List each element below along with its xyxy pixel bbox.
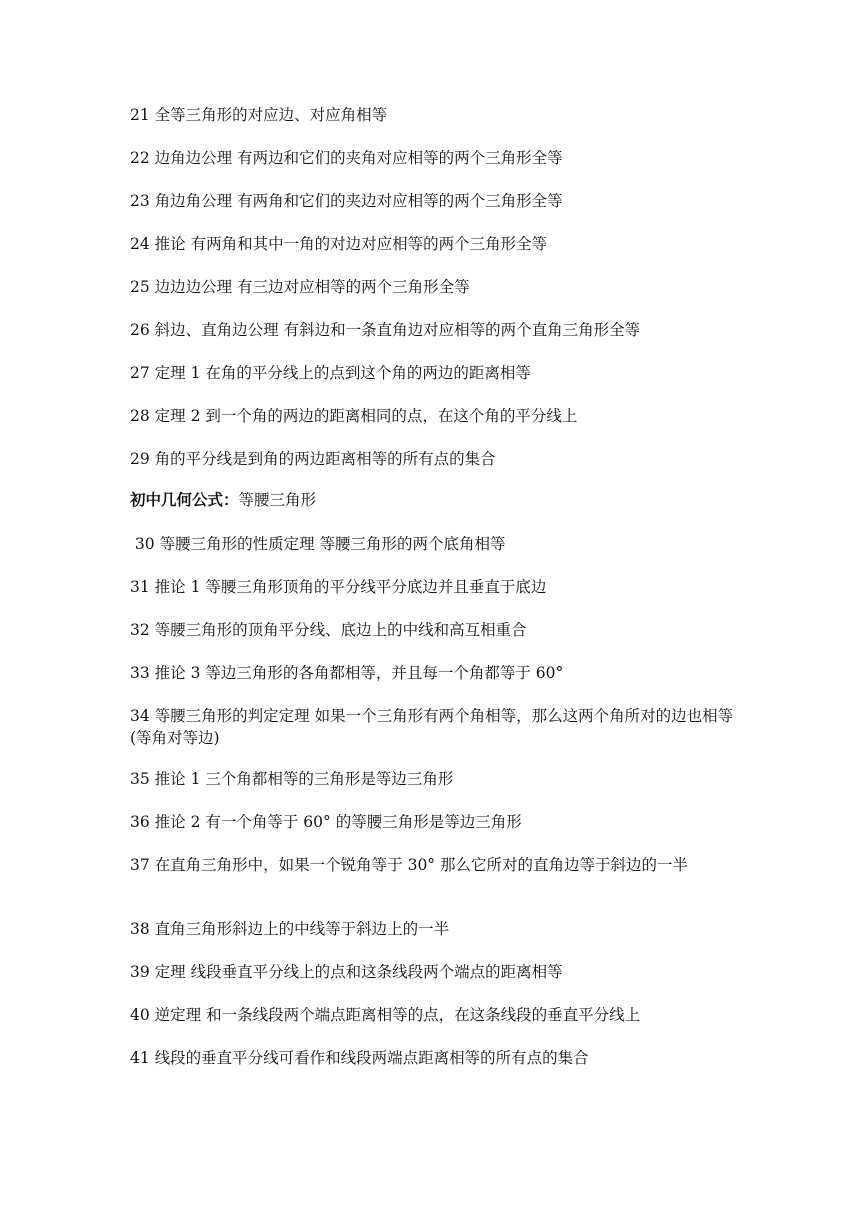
theorem-38: 38 直角三角形斜边上的中线等于斜边上的一半 [130, 920, 450, 938]
theorem-26: 26 斜边、直角边公理 有斜边和一条直角边对应相等的两个直角三角形全等 [130, 321, 641, 339]
theorem-39: 39 定理 线段垂直平分线上的点和这条线段两个端点的距离相等 [130, 963, 563, 981]
theorem-36: 36 推论 2 有一个角等于 60° 的等腰三角形是等边三角形 [130, 813, 522, 831]
theorem-27: 27 定理 1 在角的平分线上的点到这个角的两边的距离相等 [130, 364, 531, 382]
theorem-23: 23 角边角公理 有两角和它们的夹边对应相等的两个三角形全等 [130, 192, 563, 210]
theorem-30: 30 等腰三角形的性质定理 等腰三角形的两个底角相等 [130, 535, 506, 553]
theorem-28: 28 定理 2 到一个角的两边的距离相同的点，在这个角的平分线上 [130, 407, 578, 425]
section-heading-bold: 初中几何公式： [130, 490, 239, 509]
theorem-31: 31 推论 1 等腰三角形顶角的平分线平分底边并且垂直于底边 [130, 578, 547, 596]
theorem-22: 22 边角边公理 有两边和它们的夹角对应相等的两个三角形全等 [130, 149, 563, 167]
theorem-24: 24 推论 有两角和其中一角的对边对应相等的两个三角形全等 [130, 235, 548, 253]
theorem-34: 34 等腰三角形的判定定理 如果一个三角形有两个角相等，那么这两个角所对的边也相等(等角对等边) [130, 707, 734, 747]
theorem-40: 40 逆定理 和一条线段两个端点距离相等的点，在这条线段的垂直平分线上 [130, 1006, 641, 1024]
section-heading [130, 489, 740, 511]
theorem-32: 32 等腰三角形的顶角平分线、底边上的中线和高互相重合 [130, 621, 527, 639]
theorem-25: 25 边边边公理 有三边对应相等的两个三角形全等 [130, 278, 470, 296]
theorem-41: 41 线段的垂直平分线可看作和线段两端点距离相等的所有点的集合 [130, 1049, 589, 1067]
theorem-29: 29 角的平分线是到角的两边距离相等的所有点的集合 [130, 450, 496, 468]
section-heading-topic: 等腰三角形 [238, 491, 317, 509]
theorem-21: 21 全等三角形的对应边、对应角相等 [130, 106, 388, 124]
theorem-33: 33 推论 3 等边三角形的各角都相等，并且每一个角都等于 60° [130, 664, 564, 682]
theorem-35: 35 推论 1 三个角都相等的三角形是等边三角形 [130, 770, 454, 788]
theorem-37: 37 在直角三角形中，如果一个锐角等于 30° 那么它所对的直角边等于斜边的一半 [130, 856, 688, 874]
